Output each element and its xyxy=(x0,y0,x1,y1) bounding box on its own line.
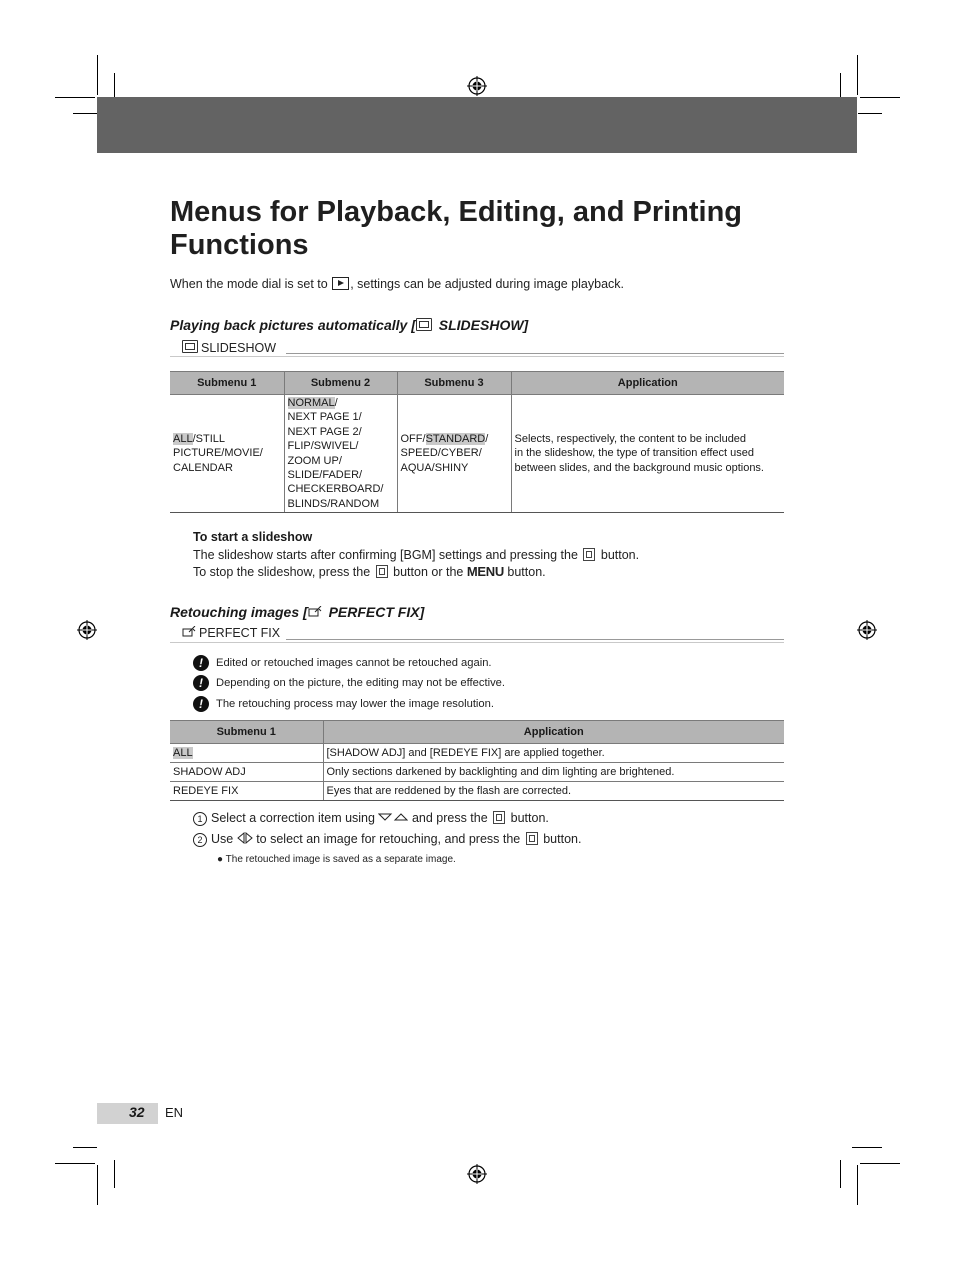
table-header-cell: Application xyxy=(323,721,784,744)
table-cell-submenu2 xyxy=(284,395,397,513)
crop-mark xyxy=(840,1160,841,1188)
up-down-arrow-icon xyxy=(378,812,408,822)
cell-text: between slides, and the background music options. xyxy=(514,461,764,474)
caution-icon: ! xyxy=(193,696,209,712)
table-header-row xyxy=(170,721,784,744)
caution-note xyxy=(193,696,494,712)
slideshow-table xyxy=(170,371,784,513)
divider xyxy=(286,353,784,354)
step-1 xyxy=(193,811,549,826)
table-header-row xyxy=(170,372,784,395)
cell-text: BLINDS/RANDOM xyxy=(287,497,380,510)
page-number-box xyxy=(97,1103,158,1124)
line-text: button or the xyxy=(393,565,464,579)
cell-text: FLIP/SWIVEL/ xyxy=(287,440,359,453)
playback-mode-icon xyxy=(332,277,349,290)
default-option: ALL xyxy=(173,433,193,446)
registration-mark-icon xyxy=(77,620,97,640)
crop-mark xyxy=(55,97,95,98)
cell-text: in the slideshow, the type of transition effect used xyxy=(514,447,755,460)
cell-text: CHECKERBOARD/ xyxy=(287,483,384,496)
bullet-icon: ● xyxy=(217,854,224,865)
perfect-fix-sub-label-text: PERFECT FIX xyxy=(199,626,281,640)
line-text: button. xyxy=(507,565,546,579)
line-text: To stop the slideshow, press the xyxy=(193,565,371,579)
bullet-text: The retouched image is saved as a separate image. xyxy=(225,854,456,865)
default-option: ALL xyxy=(173,746,193,759)
intro-before: When the mode dial is set to xyxy=(170,277,328,291)
crop-mark xyxy=(114,1160,115,1188)
perfect-fix-sub-label xyxy=(182,626,280,640)
crop-mark xyxy=(860,1163,900,1164)
perfect-fix-table xyxy=(170,720,784,801)
cell-text: ZOOM UP/ xyxy=(287,454,342,467)
table-row xyxy=(170,744,784,763)
table-cell-application: [SHADOW ADJ] and [REDEYE FIX] are applied together. xyxy=(323,744,784,763)
crop-mark xyxy=(97,55,98,95)
crop-mark xyxy=(97,1165,98,1205)
registration-mark-icon xyxy=(467,1164,487,1184)
table-header-cell: Application xyxy=(511,372,784,395)
start-slideshow-heading: To start a slideshow xyxy=(193,530,313,544)
cell-text: SPEED/CYBER/ xyxy=(400,447,482,460)
registration-mark-icon xyxy=(467,76,487,96)
cell-text: NEXT PAGE 1/ xyxy=(287,411,362,424)
step-text: to select an image for retouching, and press the xyxy=(256,832,521,846)
crop-mark xyxy=(857,55,858,95)
line-text: button. xyxy=(600,548,640,562)
default-option: NORMAL xyxy=(287,397,335,409)
crop-mark xyxy=(860,97,900,98)
bullet-note xyxy=(217,854,456,865)
stop-slideshow-line xyxy=(193,564,546,579)
crop-mark xyxy=(55,1163,95,1164)
slideshow-heading-before: Playing back pictures automatically [ xyxy=(170,317,416,333)
table-header-cell: Submenu 3 xyxy=(397,372,511,395)
divider xyxy=(170,356,784,357)
crop-mark xyxy=(73,1147,97,1148)
crop-mark xyxy=(73,113,97,114)
step-text: button. xyxy=(543,832,582,846)
caution-icon: ! xyxy=(193,675,209,691)
line-text: The slideshow starts after confirming [BGM] settings and pressing the xyxy=(193,548,578,562)
table-cell-submenu1 xyxy=(170,395,284,513)
cell-text: CALENDAR xyxy=(173,461,233,474)
caution-note xyxy=(193,655,492,671)
table-cell-submenu1 xyxy=(170,744,323,763)
ok-button-icon xyxy=(376,565,388,578)
start-slideshow-line xyxy=(193,548,639,562)
note-text: The retouching process may lower the image resolution. xyxy=(216,698,494,710)
note-text: Edited or retouched images cannot be retouched again. xyxy=(216,657,492,669)
table-header-cell: Submenu 2 xyxy=(284,372,397,395)
menu-button-label: MENU xyxy=(466,564,504,579)
note-text: Depending on the picture, the editing may not be effective. xyxy=(216,677,505,689)
cell-text: NEXT PAGE 2/ xyxy=(287,425,362,438)
crop-mark xyxy=(858,113,882,114)
step-text: Select a correction item using xyxy=(211,811,375,825)
ok-button-icon xyxy=(583,548,595,561)
table-row xyxy=(170,782,784,801)
slideshow-heading-after: SLIDESHOW] xyxy=(434,317,529,333)
cell-text: OFF/ xyxy=(400,433,426,446)
table-cell-submenu1: REDEYE FIX xyxy=(170,782,323,801)
perfect-fix-icon xyxy=(308,606,322,618)
table-row xyxy=(170,763,784,782)
perfect-fix-heading xyxy=(170,604,424,620)
cell-text: /STILL xyxy=(192,433,225,446)
step-text: and press the xyxy=(411,811,488,825)
page-title: Menus for Playback, Editing, and Printing Functions xyxy=(170,196,743,261)
divider xyxy=(170,642,784,643)
default-option: STANDARD xyxy=(425,433,486,446)
table-cell-submenu1: SHADOW ADJ xyxy=(170,763,323,782)
cell-text: SLIDE/FADER/ xyxy=(287,469,363,482)
intro-after: , settings can be adjusted during image playback. xyxy=(350,277,624,291)
cell-text: / xyxy=(334,397,338,409)
intro-text xyxy=(170,277,624,291)
registration-mark-icon xyxy=(857,620,877,640)
ok-button-icon xyxy=(526,832,538,845)
cell-text: / xyxy=(485,433,489,446)
table-row xyxy=(170,395,784,513)
slideshow-sub-label xyxy=(182,340,276,355)
slideshow-heading xyxy=(170,317,528,333)
perfect-fix-icon xyxy=(182,626,196,638)
header-band xyxy=(97,97,857,153)
step-number: 1 xyxy=(193,812,207,826)
step-text: Use xyxy=(211,832,234,846)
ok-button-icon xyxy=(493,811,505,824)
cell-text: AQUA/SHINY xyxy=(400,461,469,474)
perfect-fix-heading-before: Retouching images [ xyxy=(170,604,308,620)
slideshow-sub-label-text: SLIDESHOW xyxy=(201,341,277,355)
cell-text: PICTURE/MOVIE/ xyxy=(173,447,263,460)
caution-icon: ! xyxy=(193,655,209,671)
crop-mark xyxy=(857,1165,858,1205)
caution-note xyxy=(193,675,505,691)
table-header-cell: Submenu 1 xyxy=(170,721,323,744)
table-cell-application: Eyes that are reddened by the flash are corrected. xyxy=(323,782,784,801)
step-number: 2 xyxy=(193,833,207,847)
crop-mark xyxy=(852,1147,882,1148)
divider xyxy=(286,639,784,640)
slideshow-icon xyxy=(416,318,432,331)
table-header-cell: Submenu 1 xyxy=(170,372,284,395)
page-language: EN xyxy=(165,1105,184,1120)
step-2 xyxy=(193,832,581,847)
table-cell-application xyxy=(511,395,784,513)
cell-text: Selects, respectively, the content to be included xyxy=(514,433,747,446)
page-number: 32 xyxy=(129,1104,145,1120)
left-right-arrow-icon xyxy=(237,832,253,844)
perfect-fix-heading-after: PERFECT FIX] xyxy=(324,604,425,620)
table-cell-application: Only sections darkened by backlighting and dim lighting are brightened. xyxy=(323,763,784,782)
slideshow-icon xyxy=(182,340,198,353)
table-cell-submenu3 xyxy=(397,395,511,513)
step-text: button. xyxy=(510,811,549,825)
